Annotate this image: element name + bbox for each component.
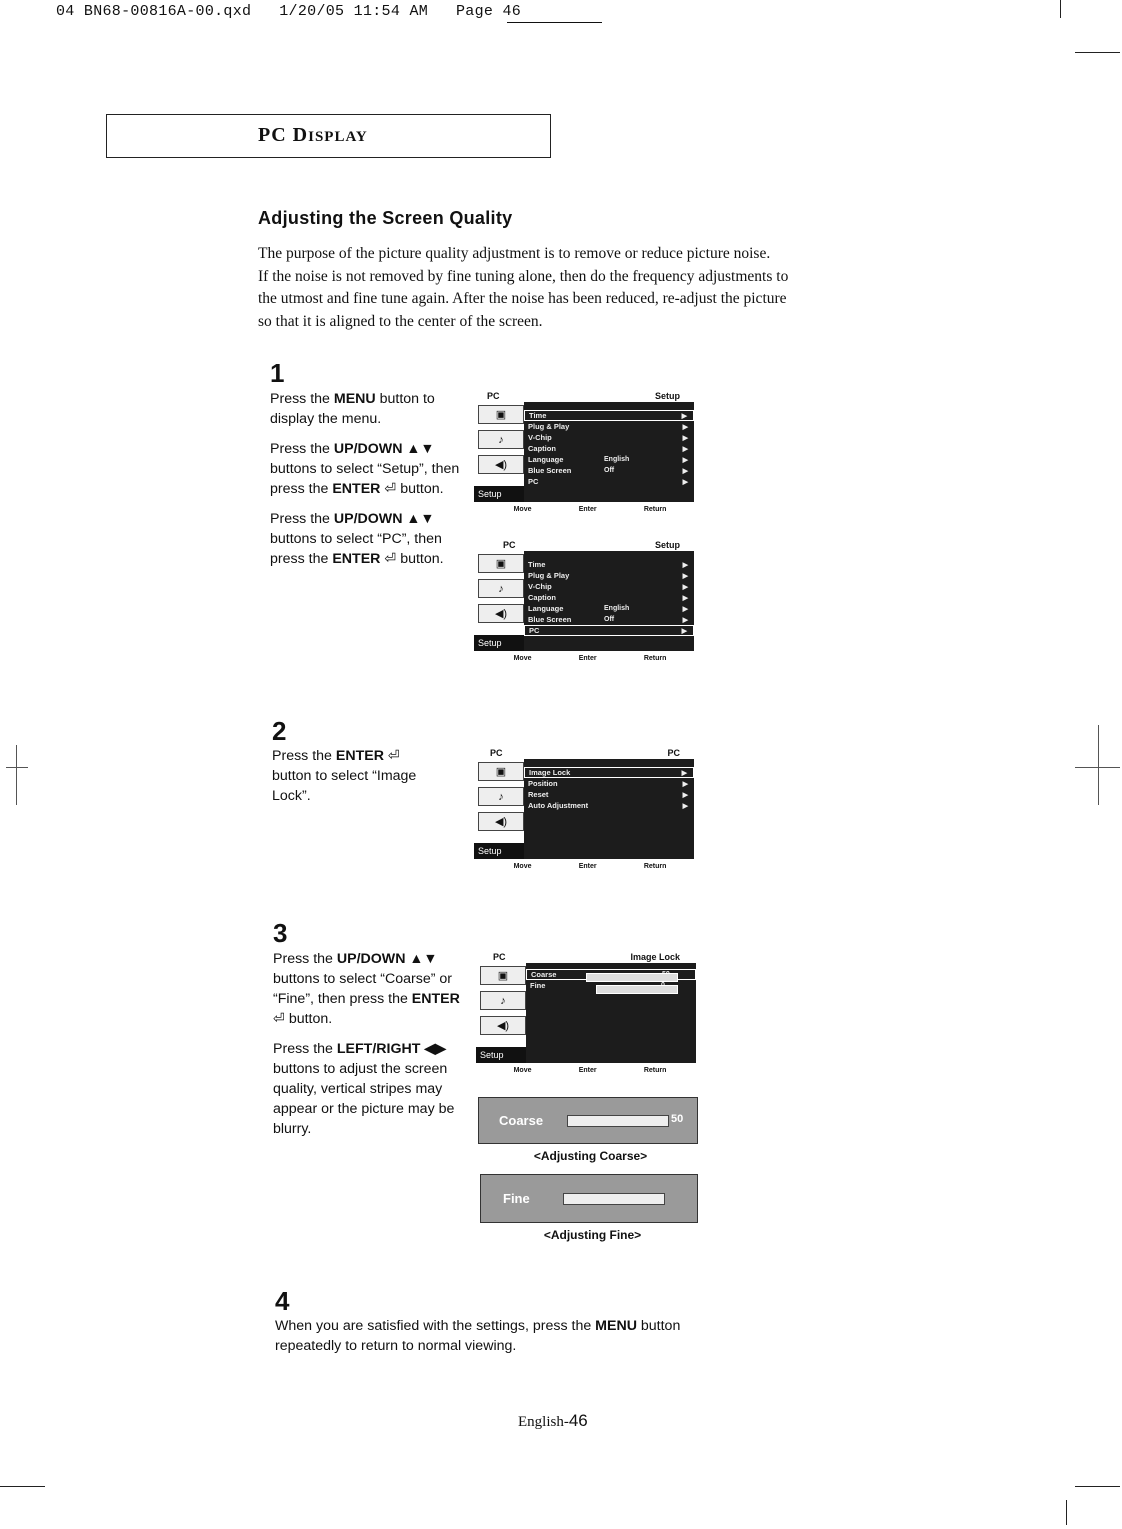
osd-menu-item: Time ▶ <box>528 560 688 569</box>
adjust-coarse-caption: <Adjusting Coarse> <box>533 1149 648 1163</box>
osd-screen-4 <box>476 963 696 1063</box>
picture-icon: ▣ <box>478 554 524 573</box>
osd4-menu-label: Image Lock <box>630 952 680 962</box>
section-title: PC DISPLAY <box>258 124 368 146</box>
osd1-menu-label: Setup <box>654 391 680 401</box>
speaker-icon: ◀) <box>478 812 524 831</box>
coarse-strip-value: 50 <box>671 1113 684 1125</box>
crop-mark-bottom-right-v <box>1066 1500 1067 1525</box>
picture-icon: ▣ <box>478 762 524 781</box>
coarse-strip-bar <box>567 1115 669 1127</box>
intro-paragraph: The purpose of the picture quality adjustment is to remove or reduce picture noise. If the noise is not removed by fine tuning alone, then do the frequency adjustments to the utmost and fine tune again. After the noise has been reduced, re-adjust the picture so that it is aligned to the center of the screen. <box>258 245 789 330</box>
osd-menu-item: V-Chip ▶ <box>528 582 688 591</box>
registration-mark-left <box>16 745 17 805</box>
osd-menu-item: Position ▶ <box>528 779 688 788</box>
osd-screen-2 <box>474 551 694 651</box>
osd-menu-item: PC ▶ <box>524 625 694 636</box>
osd-screen-3 <box>474 759 694 859</box>
sound-icon: ♪ <box>478 579 524 598</box>
step-2-number: 2 <box>272 716 287 746</box>
osd4-footer: Move Enter Return <box>513 1067 667 1074</box>
osd3-source-label: PC <box>490 748 503 758</box>
osd-menu-item: Language English ▶ <box>528 455 688 464</box>
enter-icon: ⏎ <box>384 481 397 497</box>
osd-menu-item: Blue Screen Off ▶ <box>528 466 688 475</box>
enter-icon: ⏎ <box>273 1011 285 1027</box>
print-slug: 04 BN68-00816A-00.qxd 1/20/05 11:54 AM Page 46 <box>56 3 522 20</box>
osd-menu-item: V-Chip ▶ <box>528 433 688 442</box>
osd3-menu-label: PC <box>667 748 680 758</box>
sound-icon: ♪ <box>478 787 524 806</box>
fine-bar <box>596 985 678 994</box>
step-4-text: When you are satisfied with the settings, press the MENU button repeatedly to return to normal viewing. <box>275 1318 681 1354</box>
osd1-footer: Move Enter Return <box>513 506 667 513</box>
enter-icon: ⏎ <box>384 551 397 567</box>
slug-underline <box>507 22 602 23</box>
fine-strip-bar <box>563 1193 665 1205</box>
enter-icon: ⏎ <box>387 748 400 764</box>
coarse-bar <box>586 973 678 982</box>
step-2-text: Press the ENTER ⏎ button to select “Image Lock”. <box>272 748 417 804</box>
setup-tab: Setup <box>476 1047 531 1063</box>
osd-menu-item: PC ▶ <box>528 477 688 486</box>
registration-mark-right <box>1098 725 1099 805</box>
osd-menu-item: Language English ▶ <box>528 604 688 613</box>
osd2-menu-label: Setup <box>654 540 680 550</box>
adjust-fine-strip <box>480 1174 698 1223</box>
adjust-coarse-strip <box>478 1097 698 1144</box>
registration-mark-right-h <box>1075 767 1120 768</box>
speaker-icon: ◀) <box>478 604 524 623</box>
osd3-footer: Move Enter Return <box>513 863 667 870</box>
step-1-number: 1 <box>270 358 285 388</box>
osd2-source-label: PC <box>503 540 516 550</box>
osd1-source-label: PC <box>487 391 500 401</box>
speaker-icon: ◀) <box>478 455 524 474</box>
setup-tab: Setup <box>474 635 529 651</box>
crop-mark-top-right-v <box>1060 0 1061 18</box>
picture-icon: ▣ <box>480 966 526 985</box>
osd-menu-item: Caption ▶ <box>528 593 688 602</box>
osd-menu-item: Blue Screen Off ▶ <box>528 615 688 624</box>
osd-menu-item: Caption ▶ <box>528 444 688 453</box>
setup-tab: Setup <box>474 486 529 502</box>
coarse-strip-label: Coarse <box>499 1113 544 1128</box>
osd-menu-item: Plug & Play ▶ <box>528 422 688 431</box>
step-3-number: 3 <box>273 918 288 948</box>
osd-menu-item: Plug & Play ▶ <box>528 571 688 580</box>
page-number: English-46 <box>518 1411 588 1430</box>
osd-menu-item: Image Lock ▶ <box>524 767 694 778</box>
picture-icon: ▣ <box>478 405 524 424</box>
osd-menu-item: Reset ▶ <box>528 790 688 799</box>
crop-mark-bottom-left <box>0 1486 45 1487</box>
speaker-icon: ◀) <box>480 1016 526 1035</box>
osd-menu-item: Time ▶ <box>524 410 694 421</box>
registration-mark-left-h <box>6 767 28 768</box>
osd2-footer: Move Enter Return <box>513 655 667 662</box>
adjust-fine-caption: <Adjusting Fine> <box>543 1228 642 1242</box>
fine-strip-label: Fine <box>503 1191 530 1206</box>
step-1-text: Press the MENU button to display the menu. Press the UP/DOWN ▲▼ buttons to select “Setup”, then press the ENTER ⏎ button. Press the UP/DOWN ▲▼ buttons to select “PC”, then press the ENTER ⏎ button. <box>270 391 460 567</box>
sound-icon: ♪ <box>480 991 526 1010</box>
osd-menu-item: Coarse <box>526 969 696 980</box>
osd4-source-label: PC <box>493 952 506 962</box>
setup-tab: Setup <box>474 843 529 859</box>
osd-screen-1 <box>474 402 694 502</box>
crop-mark-top-right <box>1075 52 1120 53</box>
crop-mark-bottom-right <box>1075 1486 1120 1487</box>
step-3-text: Press the UP/DOWN ▲▼ buttons to select “Coarse” or “Fine”, then press the ENTER ⏎ button. Press the LEFT/RIGHT ◀▶ buttons to adjust the screen quality, vertical stripes may appear or the picture may be blurry. <box>273 951 460 1137</box>
page-heading: Adjusting the Screen Quality <box>258 208 513 228</box>
step-4-number: 4 <box>275 1286 290 1316</box>
sound-icon: ♪ <box>478 430 524 449</box>
osd-menu-item: Fine <box>530 981 546 990</box>
osd-menu-item: Auto Adjustment ▶ <box>528 801 688 810</box>
